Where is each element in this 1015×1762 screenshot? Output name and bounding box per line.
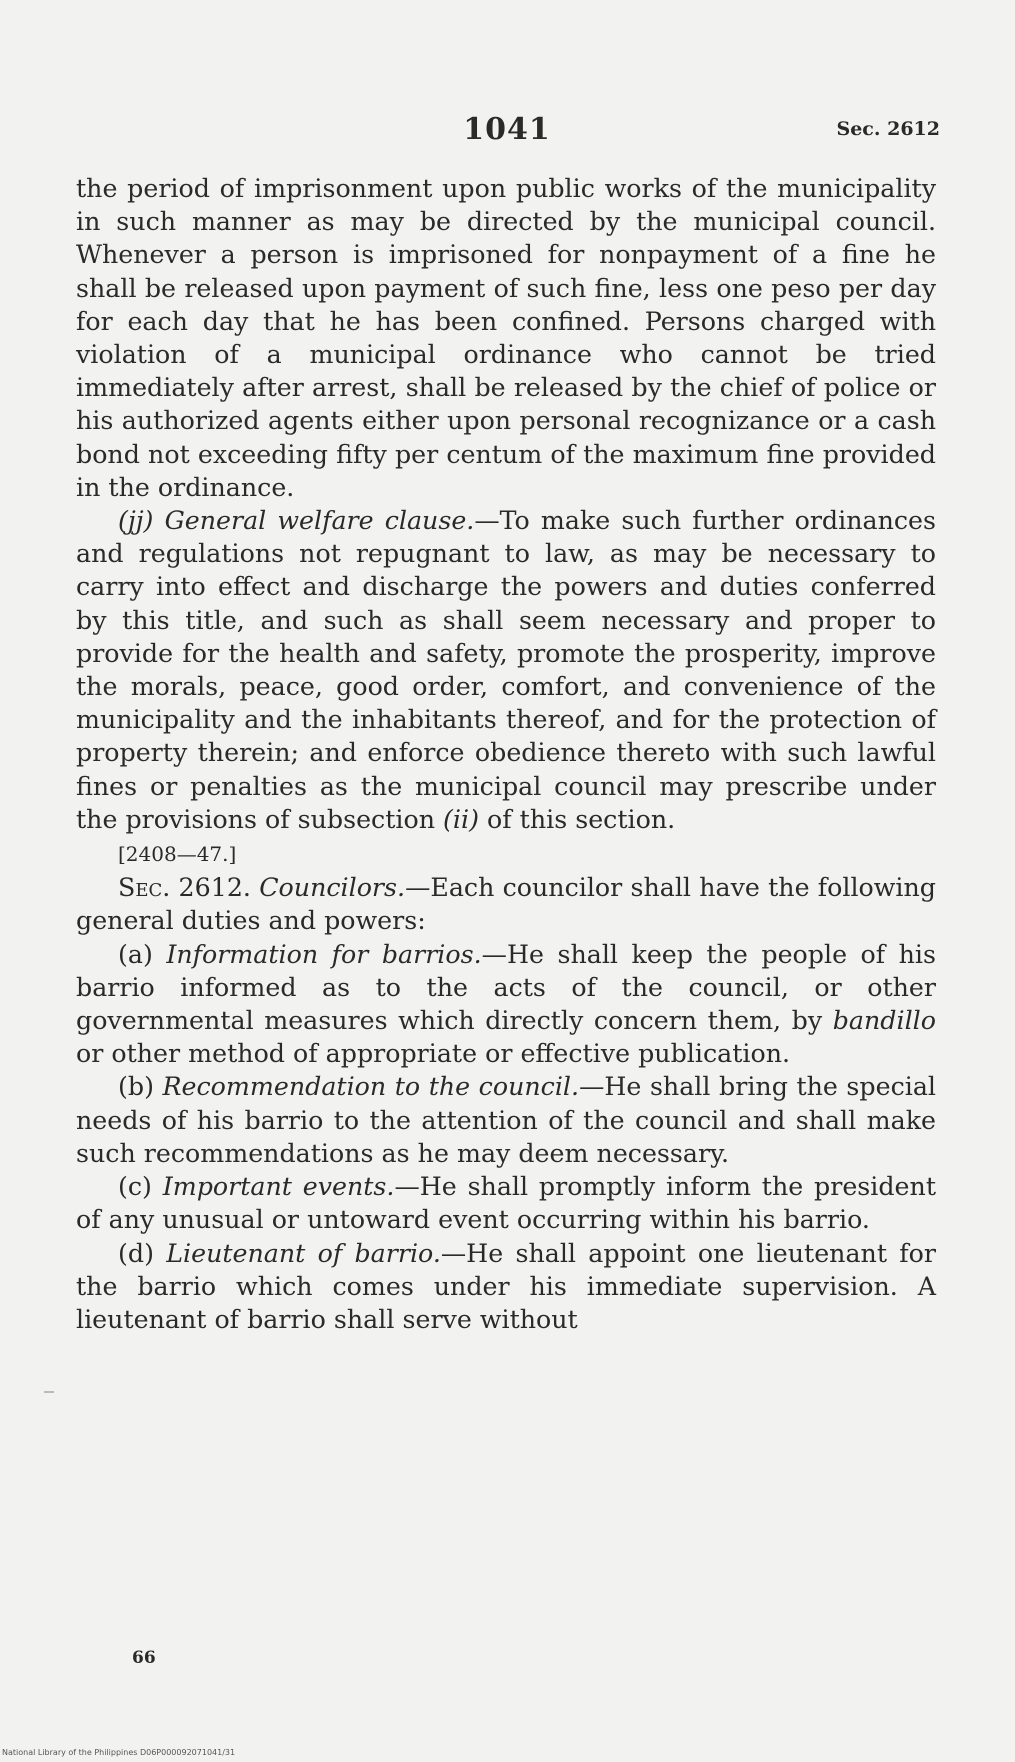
paragraph-text-end: or other method of appropriate or effective publication.: [76, 1039, 791, 1069]
paragraph-text: —To make such further ordinances and regulations not repugnant to law, as may be necessary to carry into effect and discharge the powers and duties conferred by this title, and such as shall seem necessary and proper to provide for the health and safety, promote the prosperity, improve the morals, peace, good order, comfort, and convenience of the municipality and the inhabitants thereof, and for the protection of property therein; and enforce obedience thereto with such lawful fines or penalties as the municipal council may prescribe under the provisions of subsection: [76, 506, 936, 834]
subsection-heading: Information for barrios.: [166, 939, 482, 969]
paragraph-b-recommendation: [76, 1070, 936, 1170]
paragraph-text: —He shall bring the special needs of his barrio to the attention of the council and shall make such recommendations as he may deem necessary.: [76, 1072, 936, 1168]
paragraph-text: —He shall promptly inform the president of any unusual or untoward event occurring within his barrio.: [76, 1172, 936, 1235]
subsection-heading: General welfare clause.: [164, 506, 475, 536]
paragraph-d-lieutenant-of-barrio: [76, 1237, 936, 1337]
section-number: 2612.: [178, 873, 251, 903]
page-header: [72, 112, 942, 152]
paragraph-text: —Each councilor shall have the following general duties and powers:: [76, 873, 936, 936]
scan-caption: National Library of the Philippines D06P000092071041/31: [2, 1748, 236, 1757]
section-heading: Councilors.: [259, 873, 406, 903]
subsection-label: (jj): [118, 506, 154, 536]
paragraph-text: —He shall keep the people of his barrio informed as to the acts of the council, or other governmental measures which directly concern them, by: [76, 939, 936, 1036]
paragraph-text-end: of this section.: [487, 804, 676, 834]
paragraph-general-welfare-clause: [76, 504, 936, 836]
subsection-label: (d): [118, 1238, 154, 1268]
subsection-label: (b): [118, 1072, 154, 1102]
legal-citation: [2408—47.]: [118, 842, 237, 867]
subsection-label: (c): [118, 1172, 152, 1202]
section-2612-heading-paragraph: [76, 871, 936, 937]
italic-term: bandillo: [832, 1006, 936, 1036]
paragraph-a-information-for-barrios: [76, 938, 936, 1071]
paragraph-text: —He shall appoint one lieutenant for the barrio which comes under his immediate supervision. A lieutenant of barrio shall serve without: [76, 1238, 936, 1334]
paragraph-text: the period of imprisonment upon public works of the municipality in such manner as may be directed by the municipal council. Whenever a person is imprisoned for nonpayment of a fine he shall be released upon payment of such fine, less one peso per day for each day that he has been confined. Persons charged with violation of a municipal ordinance who cannot be tried immediately after arrest, shall be released by the chief of police or his authorized agents either upon personal recognizance or a cash bond not exceeding fifty per centum of the maximum fine provided in the ordinance.: [76, 174, 936, 502]
running-section-reference: Sec. 2612: [836, 118, 940, 140]
subsection-heading: Important events.: [162, 1172, 395, 1202]
subsection-label: (a): [118, 939, 153, 969]
margin-mark: [44, 1391, 54, 1393]
subsection-reference: (ii): [443, 804, 479, 834]
subsection-heading: Lieutenant of barrio.: [166, 1238, 441, 1268]
paragraph-continuation: [76, 172, 936, 504]
subsection-heading: Recommendation to the council.: [162, 1072, 580, 1102]
section-label: Sec.: [118, 873, 171, 903]
body-text: [76, 172, 936, 1336]
paragraph-c-important-events: [76, 1170, 936, 1236]
page-number: 1041: [463, 112, 551, 147]
signature-mark: 66: [132, 1648, 156, 1668]
